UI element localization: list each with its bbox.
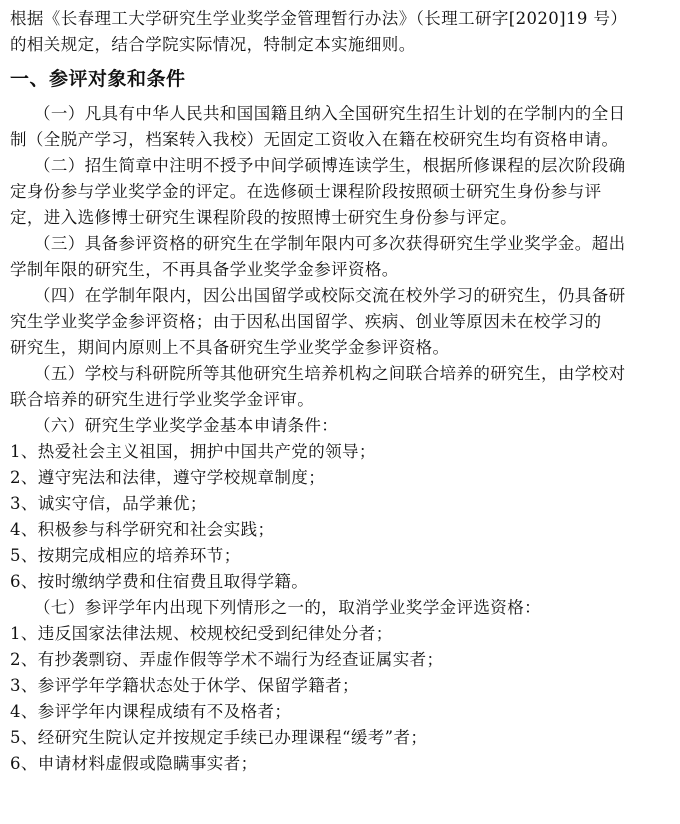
list-item: 5、按期完成相应的培养环节； bbox=[10, 546, 241, 565]
list-item: 6、申请材料虚假或隐瞒事实者； bbox=[10, 754, 258, 773]
list-item: 2、有抄袭剽窃、弄虚作假等学术不端行为经查证属实者； bbox=[10, 650, 444, 669]
body-line: 定身份参与学业奖学金的评定。在选修硕士课程阶段按照硕士研究生身份参与评 bbox=[10, 182, 602, 201]
body-line: （一）凡具有中华人民共和国国籍且纳入全国研究生招生计划的在学制内的全日 bbox=[34, 104, 626, 123]
list-item: 2、遵守宪法和法律，遵守学校规章制度； bbox=[10, 468, 326, 487]
list-item: 6、按时缴纳学费和住宿费且取得学籍。 bbox=[10, 572, 309, 591]
list-item: 1、违反国家法律法规、校规校纪受到纪律处分者； bbox=[10, 624, 393, 643]
body-line: 联合培养的研究生进行学业奖学金评审。 bbox=[10, 390, 315, 409]
body-line: （三）具备参评资格的研究生在学制年限内可多次获得研究生学业奖学金。超出 bbox=[34, 234, 626, 253]
body-line: 定，进入选修博士研究生课程阶段的按照博士研究生身份参与评定。 bbox=[10, 208, 517, 227]
body-text bbox=[10, 101, 670, 777]
list-item: 4、参评学年内课程成绩有不及格者； bbox=[10, 702, 292, 721]
body-line: （四）在学制年限内，因公出国留学或校际交流在校外学习的研究生，仍具备研 bbox=[34, 286, 626, 305]
section-title: 一、参评对象和条件 bbox=[10, 68, 186, 90]
body-line: 研究生，期间内原则上不具备研究生学业奖学金参评资格。 bbox=[10, 338, 450, 357]
list-item: 4、积极参与科学研究和社会实践； bbox=[10, 520, 275, 539]
body-line: （七）参评学年内出现下列情形之一的，取消学业奖学金评选资格： bbox=[34, 598, 541, 617]
list-item: 1、热爱社会主义祖国，拥护中国共产党的领导； bbox=[10, 442, 376, 461]
list-item: 5、经研究生院认定并按规定手续已办理课程“缓考”者； bbox=[10, 728, 428, 747]
body-line: 制（全脱产学习，档案转入我校）无固定工资收入在籍在校研究生均有资格申请。 bbox=[10, 130, 619, 149]
body-line: 学制年限的研究生，不再具备学业奖学金参评资格。 bbox=[10, 260, 399, 279]
intro-line-1: 根据《长春理工大学研究生学业奖学金管理暂行办法》（长理工研字[2020]19 号） bbox=[10, 9, 628, 28]
list-item: 3、参评学年学籍状态处于休学、保留学籍者； bbox=[10, 676, 359, 695]
body-line: 究生学业奖学金参评资格；由于因私出国留学、疾病、创业等原因未在校学习的 bbox=[10, 312, 602, 331]
body-line: （二）招生简章中注明不授予中间学硕博连读学生，根据所修课程的层次阶段确 bbox=[34, 156, 626, 175]
intro-paragraph bbox=[10, 6, 670, 58]
list-item: 3、诚实守信，品学兼优； bbox=[10, 494, 207, 513]
body-line: （六）研究生学业奖学金基本申请条件： bbox=[34, 416, 339, 435]
body-line: （五）学校与科研院所等其他研究生培养机构之间联合培养的研究生，由学校对 bbox=[34, 364, 626, 383]
intro-line-2: 的相关规定，结合学院实际情况，特制定本实施细则。 bbox=[10, 35, 416, 54]
